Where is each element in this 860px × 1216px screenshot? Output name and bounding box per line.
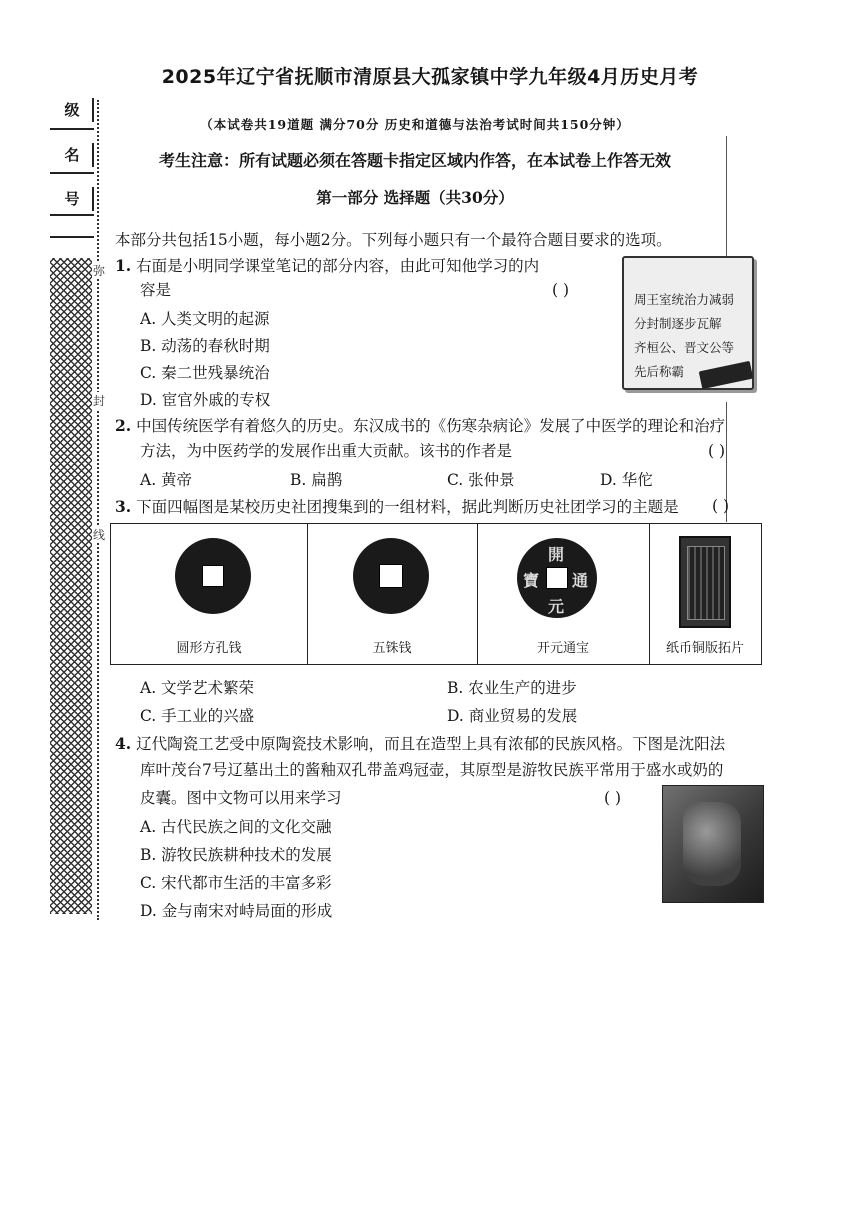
banknote-print-image <box>679 536 731 628</box>
binding-hatch-strip <box>50 258 92 914</box>
coin-hole <box>379 564 403 588</box>
coin-hole <box>202 565 224 587</box>
question-text-line: 容是 <box>140 281 172 299</box>
question-2 <box>115 413 725 439</box>
seal-char: 线 <box>92 528 105 542</box>
section-intro: 本部分共包括15小题，每小题2分。下列每小题只有一个最符合题目要求的选项。 <box>115 231 672 249</box>
option-a: A. 人类文明的起源 <box>140 310 270 328</box>
option-a: A. 文学艺术繁荣 <box>140 679 255 697</box>
option-d: D. 宦官外戚的专权 <box>140 391 271 409</box>
question-number: 3. <box>115 497 132 516</box>
question-text: 下面四幅图是某校历史社团搜集到的一组材料，据此判断历史社团学习的主题是 <box>136 498 679 516</box>
binding-line <box>50 236 94 238</box>
question-text: 辽代陶瓷工艺受中原陶瓷技术影响，而且在造型上具有浓郁的民族风格。下图是沈阳法 <box>136 735 726 753</box>
question-text-line: 库叶茂台7号辽墓出土的酱釉双孔带盖鸡冠壶，其原型是游牧民族平常用于盛水或奶的 <box>140 761 724 779</box>
coin-char: 寶 <box>523 571 540 590</box>
option-d: D. 华佗 <box>600 471 653 489</box>
kaiyuan-coin-image <box>517 538 597 618</box>
image-cell <box>649 524 761 664</box>
page-title: 2025年辽宁省抚顺市清原县大孤家镇中学九年级4月历史月考 <box>161 66 699 88</box>
question-3 <box>115 494 679 520</box>
image-table <box>110 523 762 665</box>
question-number: 4. <box>115 734 132 753</box>
binding-line <box>50 128 94 130</box>
option-c: C. 手工业的兴盛 <box>140 707 255 725</box>
option-d: D. 金与南宋对峙局面的形成 <box>140 902 333 920</box>
banknote-pattern <box>687 546 725 620</box>
answer-bracket: ( ) <box>604 789 622 807</box>
note-line: 分封制逐步瓦解 <box>634 316 722 331</box>
coin-hole <box>546 567 568 589</box>
option-c: C. 秦二世残暴统治 <box>140 364 270 382</box>
option-b: B. 动荡的春秋时期 <box>140 337 270 355</box>
image-caption: 圆形方孔钱 <box>176 641 242 656</box>
image-caption: 五铢钱 <box>372 641 412 656</box>
image-caption: 开元通宝 <box>536 641 589 656</box>
question-text: 右面是小明同学课堂笔记的部分内容，由此可知他学习的内 <box>136 257 540 275</box>
binding-field-class: 级 <box>52 98 94 122</box>
cockscomb-ewer-image <box>662 785 764 903</box>
section-title: 第一部分 选择题（共30分） <box>316 188 514 207</box>
note-line: 先后称霸 <box>634 364 685 379</box>
question-number: 2. <box>115 416 132 435</box>
option-c: C. 张仲景 <box>447 471 515 489</box>
image-cell <box>477 524 650 664</box>
image-cell <box>307 524 478 664</box>
option-d: D. 商业贸易的发展 <box>447 707 578 725</box>
coin-char: 開 <box>548 545 565 564</box>
scan-edge-line <box>726 136 727 256</box>
question-1 <box>115 253 539 279</box>
option-b: B. 扁鹊 <box>290 471 343 489</box>
round-coin-image <box>175 538 251 614</box>
option-c: C. 宋代都市生活的丰富多彩 <box>140 874 332 892</box>
image-caption: 纸币铜版拓片 <box>665 641 744 656</box>
answer-bracket: ( ) <box>552 281 570 299</box>
seal-dotted-line <box>97 100 99 920</box>
option-b: B. 农业生产的进步 <box>447 679 577 697</box>
note-line: 齐桓公、晋文公等 <box>634 340 735 355</box>
option-a: A. 古代民族之间的文化交融 <box>140 818 332 836</box>
question-text-line: 方法，为中医药学的发展作出重大贡献。该书的作者是 <box>140 442 513 460</box>
exam-meta: （本试卷共19道题 满分70分 历史和道德与法治考试时间共150分钟） <box>200 117 630 132</box>
question-text-line: 皮囊。图中文物可以用来学习 <box>140 789 342 807</box>
question-number: 1. <box>115 256 132 275</box>
binding-field-number: 号 <box>52 187 94 211</box>
option-b: B. 游牧民族耕种技术的发展 <box>140 846 332 864</box>
binding-line <box>50 172 94 174</box>
answer-bracket: ( ) <box>708 442 726 460</box>
seal-char: 封 <box>92 394 105 408</box>
seal-char: 弥 <box>92 264 105 278</box>
image-cell <box>111 524 308 664</box>
wuzhu-coin-image <box>353 538 429 614</box>
exam-notice: 考生注意：所有试题必须在答题卡指定区域内作答，在本试卷上作答无效 <box>158 151 671 170</box>
ewer-body <box>683 802 741 886</box>
binding-line <box>50 214 94 216</box>
note-line: 周王室统治力减弱 <box>634 292 735 307</box>
binding-field-name: 名 <box>52 143 94 167</box>
question-4 <box>115 731 725 757</box>
coin-char: 元 <box>548 597 565 616</box>
question-text: 中国传统医学有着悠久的历史。东汉成书的《伤寒杂病论》发展了中医学的理论和治疗 <box>136 417 726 435</box>
answer-bracket: ( ) <box>712 497 730 515</box>
option-a: A. 黄帝 <box>140 471 193 489</box>
coin-char: 通 <box>572 571 589 590</box>
